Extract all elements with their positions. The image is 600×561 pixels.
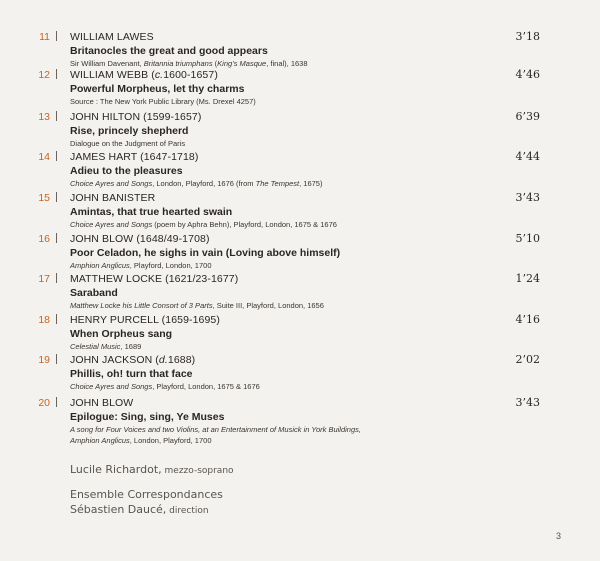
track-source: Choice Ayres and Songs, London, Playford, 1676 (from The Tempest, 1675)	[70, 179, 323, 188]
track-source: Source : The New York Public Library (Ms. Drexel 4257)	[70, 97, 256, 106]
track-number: 14	[38, 151, 50, 163]
track-duration: 2’02	[515, 353, 540, 366]
track-duration: 3’43	[515, 191, 540, 204]
track-number: 16	[38, 233, 50, 245]
track-composer: WILLIAM WEBB (c.1600-1657)	[70, 69, 218, 81]
track-number: 11	[39, 31, 50, 43]
soloist-role: mezzo-soprano	[161, 466, 234, 476]
track-separator	[56, 273, 57, 283]
track-title: Amintas, that true hearted swain	[70, 206, 233, 218]
track-duration: 6’39	[515, 110, 540, 123]
track-composer: WILLIAM LAWES	[70, 31, 154, 43]
track-separator	[56, 151, 57, 161]
track-separator	[56, 354, 57, 364]
track-title: Britanocles the great and good appears	[70, 45, 268, 57]
track-source: Choice Ayres and Songs, Playford, London, 1675 & 1676	[70, 382, 260, 391]
track-number: 13	[38, 111, 50, 123]
track-source: A song for Four Voices and two Violins, at an Entertainment of Musick in York Buildings,	[70, 425, 361, 434]
soloist-name: Lucile Richardot,	[70, 463, 162, 476]
track-separator	[56, 192, 57, 202]
director-credit	[70, 502, 234, 519]
track-composer: JOHN BLOW (1648/49-1708)	[70, 233, 210, 245]
track-title: Poor Celadon, he sighs in vain (Loving above himself)	[70, 247, 341, 259]
track-duration: 3’18	[515, 30, 540, 43]
track-separator	[56, 111, 57, 121]
track-source: Dialogue on the Judgment of Paris	[70, 139, 186, 148]
track-composer: MATTHEW LOCKE (1621/23-1677)	[70, 273, 239, 285]
track-number: 17	[38, 273, 50, 285]
track-source: Choice Ayres and Songs (poem by Aphra Behn), Playford, London, 1675 & 1676	[70, 220, 337, 229]
track-number: 18	[38, 314, 50, 326]
track-title: When Orpheus sang	[70, 328, 173, 340]
page-number: 3	[556, 531, 562, 541]
track-source: Celestial Music, 1689	[70, 342, 142, 351]
track-separator	[56, 31, 57, 41]
track-separator	[56, 397, 57, 407]
track-title: Phillis, oh! turn that face	[70, 368, 193, 380]
track-title: Powerful Morpheus, let thy charms	[70, 83, 245, 95]
track-number: 12	[38, 69, 50, 81]
track-source-continued: Amphion Anglicus, London, Playford, 1700	[70, 436, 212, 445]
track-duration: 4’44	[515, 150, 540, 163]
track-duration: 5’10	[515, 232, 540, 245]
track-duration: 4’16	[515, 313, 540, 326]
track-composer: JAMES HART (1647-1718)	[70, 151, 199, 163]
track-separator	[56, 233, 57, 243]
track-separator	[56, 69, 57, 79]
soloist-credit	[70, 462, 234, 479]
track-title: Adieu to the pleasures	[70, 165, 183, 177]
track-number: 19	[38, 354, 50, 366]
director-role: direction	[166, 506, 209, 516]
track-duration: 4’46	[515, 68, 540, 81]
track-title: Rise, princely shepherd	[70, 125, 189, 137]
track-composer: HENRY PURCELL (1659-1695)	[70, 314, 220, 326]
track-source: Matthew Locke his Little Consort of 3 Parts, Suite III, Playford, London, 1656	[70, 301, 324, 310]
track-title: Saraband	[70, 287, 118, 299]
track-composer: JOHN BANISTER	[70, 192, 156, 204]
performer-credits	[70, 462, 234, 519]
track-composer: JOHN BLOW	[70, 397, 134, 409]
director-name: Sébastien Daucé,	[70, 503, 167, 516]
track-number: 20	[38, 397, 50, 409]
track-title: Epilogue: Sing, sing, Ye Muses	[70, 411, 225, 423]
track-duration: 3’43	[515, 396, 540, 409]
track-composer: JOHN HILTON (1599-1657)	[70, 111, 202, 123]
track-source: Amphion Anglicus, Playford, London, 1700	[70, 261, 212, 270]
track-duration: 1’24	[515, 272, 540, 285]
track-composer: JOHN JACKSON (d.1688)	[70, 354, 196, 366]
ensemble-name: Ensemble Correspondances	[70, 488, 223, 501]
track-separator	[56, 314, 57, 324]
track-source: Sir William Davenant, Britannia triumphans (King’s Masque, final), 1638	[70, 59, 308, 68]
track-number: 15	[38, 192, 50, 204]
